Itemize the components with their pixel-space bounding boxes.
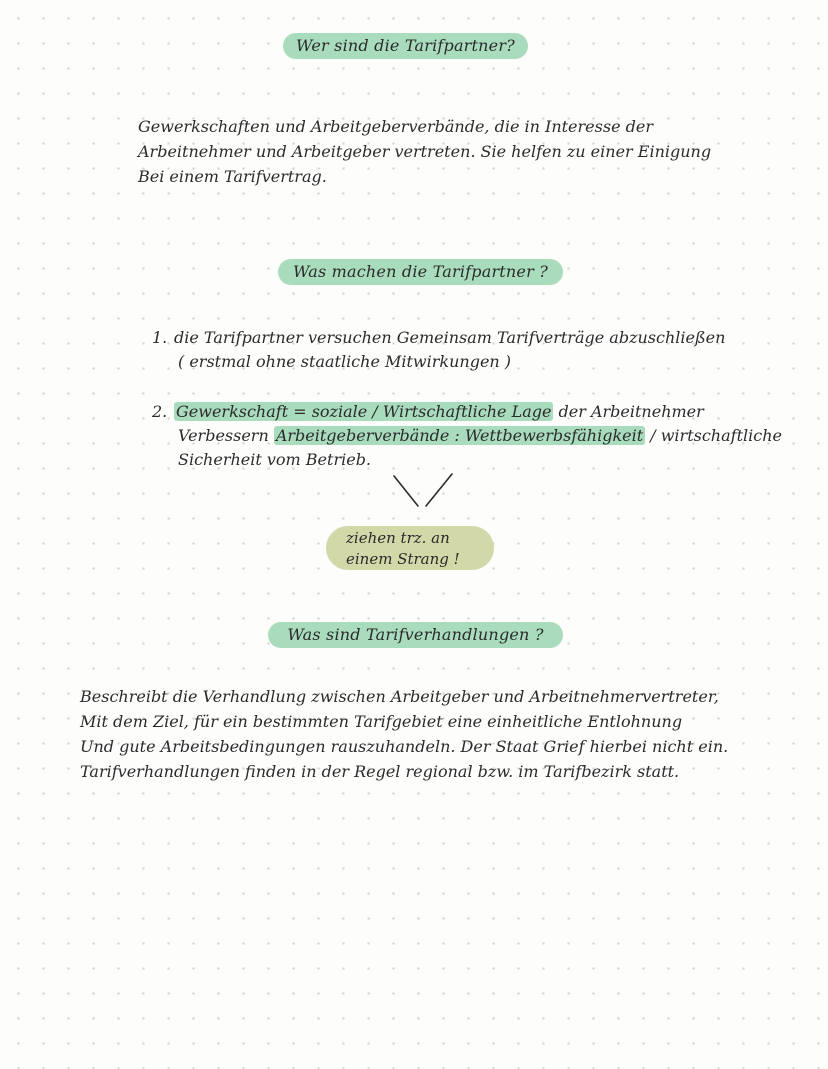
- paragraph-line: Arbeitnehmer und Arbeitgeber vertreten. Sie helfen zu einer Einigung: [138, 142, 712, 161]
- list-text: Verbessern: [178, 426, 274, 445]
- paragraph-line: Mit dem Ziel, für ein bestimmten Tarifgebiet eine einheitliche Entlohnung: [80, 712, 683, 731]
- list-text: die Tarifpartner versuchen Gemeinsam Tarifverträge abzuschließen: [174, 328, 726, 347]
- heading-was-machen: Was machen die Tarifpartner ?: [278, 259, 563, 285]
- converging-lines-icon: [388, 470, 458, 512]
- list-number: 1.: [152, 328, 168, 347]
- paragraph-line: Bei einem Tarifvertrag.: [138, 167, 327, 186]
- highlight-gewerkschaft: Gewerkschaft = soziale / Wirtschaftliche Lage: [176, 402, 552, 421]
- list-text-continued: Sicherheit vom Betrieb.: [178, 450, 372, 469]
- heading-tarifverhandlungen: Was sind Tarifverhandlungen ?: [268, 622, 563, 648]
- list-number: 2.: [152, 402, 168, 421]
- paragraph-line: Gewerkschaften und Arbeitgeberverbände, die in Interesse der: [138, 117, 653, 136]
- paragraph-line: Und gute Arbeitsbedingungen rauszuhandeln. Der Staat Grief hierbei nicht ein.: [80, 737, 729, 756]
- highlight-arbeitgeberverbaende: Arbeitgeberverbände : Wettbewerbsfähigkeit: [275, 426, 644, 445]
- list-text: der Arbeitnehmer: [553, 402, 704, 421]
- heading-tarifpartner: Wer sind die Tarifpartner?: [283, 33, 528, 59]
- paragraph-tarifverhandlungen: [80, 684, 728, 784]
- list-text-continued: ( erstmal ohne staatliche Mitwirkungen ): [178, 352, 512, 371]
- bubble-line: ziehen trz. an: [346, 529, 450, 547]
- paragraph-line: Tarifverhandlungen finden in der Regel regional bzw. im Tarifbezirk statt.: [80, 762, 680, 781]
- list-item-2: [152, 400, 782, 472]
- list-item-1: [152, 326, 725, 374]
- summary-bubble: [326, 526, 494, 570]
- paragraph-tarifpartner-definition: [138, 114, 711, 189]
- paragraph-line: Beschreibt die Verhandlung zwischen Arbeitgeber und Arbeitnehmervertreter,: [80, 687, 719, 706]
- bubble-line: einem Strang !: [346, 550, 460, 568]
- list-text: / wirtschaftliche: [645, 426, 782, 445]
